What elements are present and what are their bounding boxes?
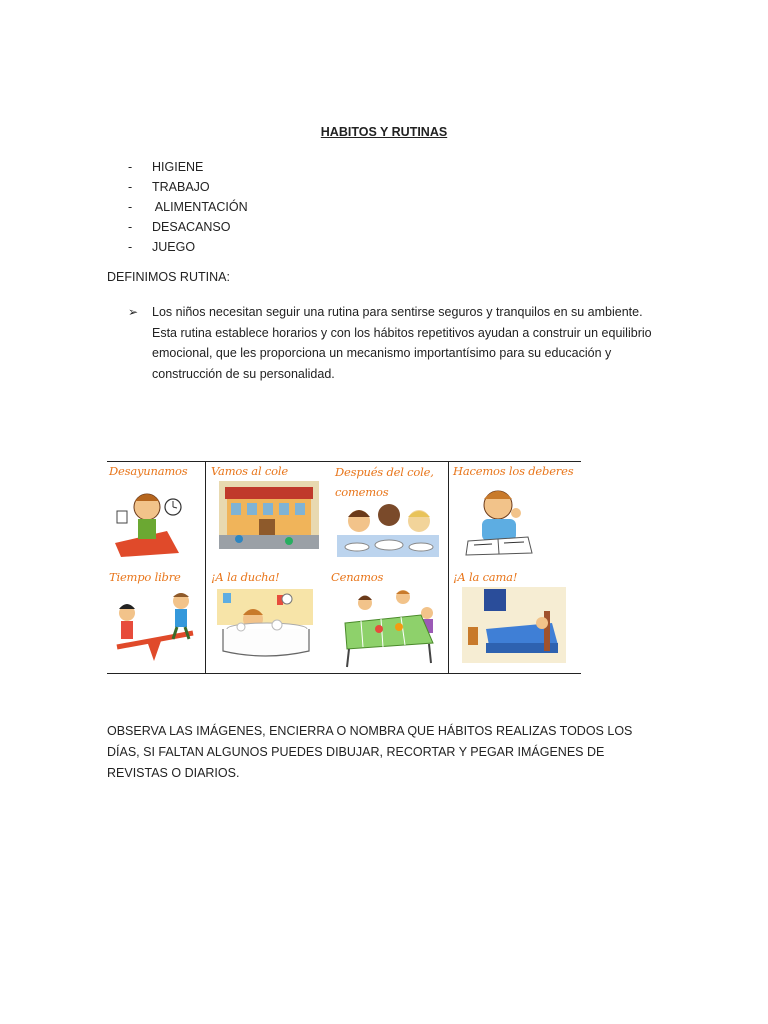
list-dash: -	[128, 240, 133, 254]
routine-card-label: Tiempo libre	[109, 570, 181, 584]
bed-illustration-icon	[462, 587, 566, 663]
habit-label: ALIMENTACIÓN	[152, 200, 248, 214]
grid-divider	[107, 673, 581, 674]
routine-card-homework	[448, 461, 581, 567]
homework-illustration-icon	[462, 483, 538, 557]
page-title: HABITOS Y RUTINAS	[320, 125, 448, 139]
definition-text: Los niños necesitan seguir una rutina para sentirse seguros y tranquilos en su ambiente. Esta rutina establece horarios y con los hábitos repetitivos ayudan a construir un equilibrio emocional, que les proporciona un mecanismo importantísimo para su educación y construcción de su personalidad.	[152, 305, 652, 381]
activity-instructions: OBSERVA LAS IMÁGENES, ENCIERRA O NOMBRA QUE HÁBITOS REALIZAS TODOS LOS DÍAS, SI FALTAN ALGUNOS PUEDES DIBUJAR, RECORTAR Y PEGAR IMÁGENES DE REVISTAS O DIARIOS.	[107, 724, 633, 780]
routine-card-shower	[205, 567, 327, 673]
breakfast-illustration-icon	[111, 483, 183, 557]
routine-card-label: Hacemos los deberes	[453, 464, 574, 478]
habit-item	[128, 157, 248, 177]
routine-card-label: Desayunamos	[109, 464, 188, 478]
routine-card-school	[205, 461, 327, 567]
dinner-illustration-icon	[339, 589, 439, 669]
habit-list	[128, 157, 248, 257]
list-dash: -	[128, 220, 133, 234]
list-dash: -	[128, 160, 133, 174]
routine-card-label: ¡A la ducha!	[211, 570, 280, 584]
bath-illustration-icon	[217, 589, 313, 663]
routine-card-label: Después del cole, comemos	[335, 465, 434, 499]
list-dash: -	[128, 180, 133, 194]
routine-card-free-time	[107, 567, 205, 673]
habit-label: HIGIENE	[152, 160, 204, 174]
lunch-illustration-icon	[337, 501, 439, 563]
habit-item	[128, 237, 248, 257]
seesaw-illustration-icon	[113, 591, 197, 661]
routine-definition	[128, 302, 668, 384]
list-dash: -	[128, 200, 133, 214]
habit-item	[128, 197, 248, 217]
habit-item	[128, 217, 248, 237]
routine-card-label: Cenamos	[331, 570, 384, 584]
habit-item	[128, 177, 248, 197]
routine-grid	[107, 461, 581, 674]
define-heading: DEFINIMOS RUTINA:	[107, 270, 230, 284]
habit-label: TRABAJO	[152, 180, 210, 194]
habit-label: JUEGO	[152, 240, 196, 254]
arrow-bullet-icon: ➢	[128, 305, 139, 319]
routine-card-label: ¡A la cama!	[453, 570, 518, 584]
routine-card-lunch	[327, 461, 448, 567]
routine-card-breakfast	[107, 461, 205, 567]
school-illustration-icon	[219, 481, 319, 549]
habit-label: DESACANSO	[152, 220, 231, 234]
routine-card-dinner	[327, 567, 448, 673]
routine-card-bedtime	[448, 567, 581, 673]
routine-card-label: Vamos al cole	[211, 464, 288, 478]
